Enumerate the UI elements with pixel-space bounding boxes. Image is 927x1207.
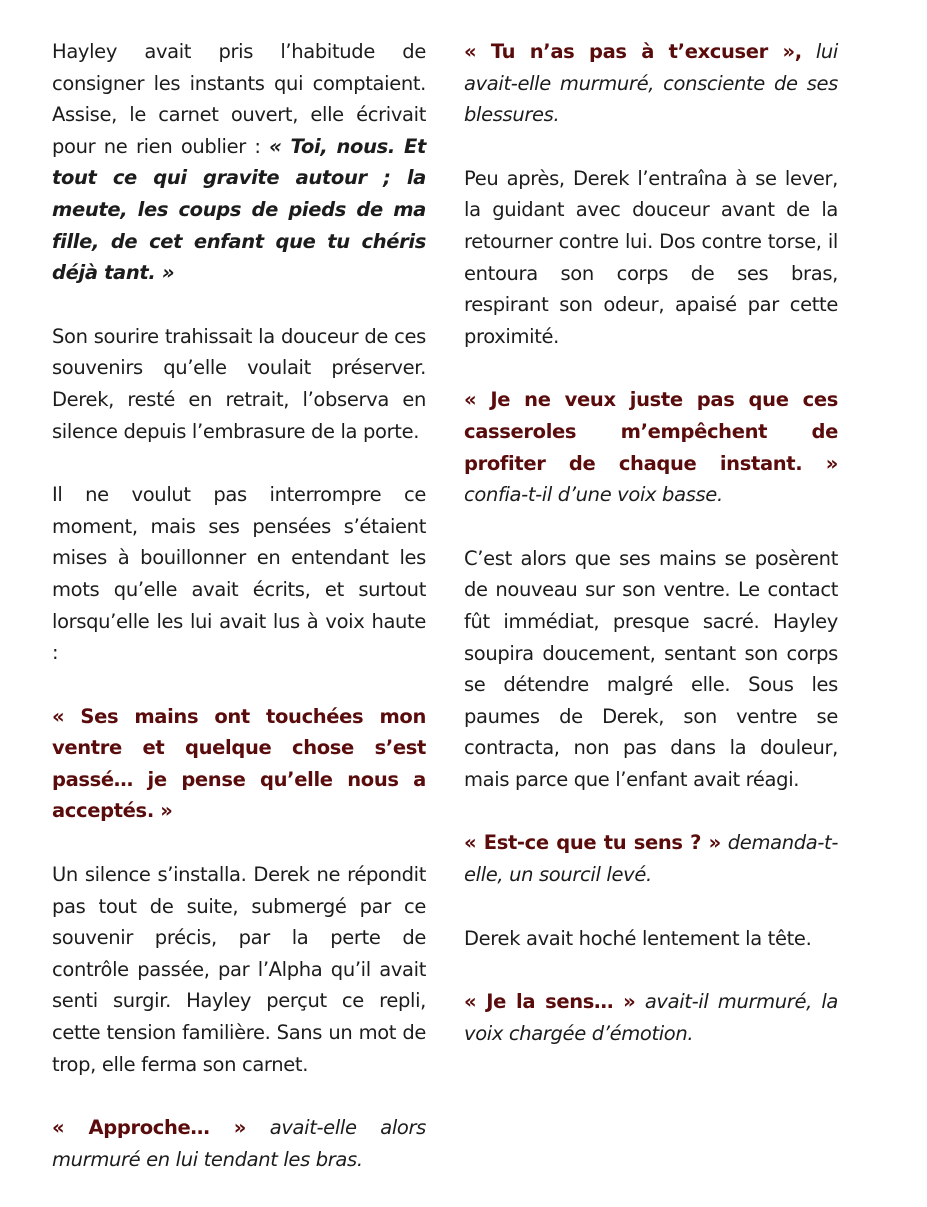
paragraph-embrace: Peu après, Derek l’entraîna à se lever, la guidant avec douceur avant de la retourner contre lui. Dos contre torse, il entoura son corps de ses bras, respirant son odeur, apaisé par cette proximité. (464, 166, 838, 348)
dialogue-tag: avait-elle alors murmuré en lui tendant les bras. (52, 1116, 426, 1171)
left-column (52, 36, 426, 1207)
paragraph-nod: Derek avait hoché lentement la tête. (464, 926, 812, 950)
paragraph-thoughts: Il ne voulut pas interrompre ce moment, mais ses pensées s’étaient mises à bouillonner en entendant les mots qu’elle avait écrits, et surtout lorsqu’elle les lui avait lus à voix haute : (52, 483, 426, 665)
notebook-quote: « Toi, nous. Et tout ce qui gravite autour ; la meute, les coups de pieds de ma fille, de cet enfant que tu chéris déjà tant. » (52, 134, 426, 285)
dialogue-quote: « Ses mains ont touchées mon ventre et quelque chose s’est passé… je pense qu’elle nous a acceptés. » (52, 704, 426, 823)
paragraph-casseroles (464, 384, 838, 510)
paragraph-notebook (52, 36, 426, 289)
dialogue-quote: « Je la sens… » (464, 990, 636, 1014)
dialogue-tag: lui avait-elle murmuré, consciente de ses blessures. (464, 40, 839, 127)
paragraph-silence: Un silence s’installa. Derek ne répondit pas tout de suite, submergé par ce souvenir précis, par la perte de contrôle passée, par l’Alpha qu’il avait senti surgir. Hayley perçut ce repli, cette tension familière. Sans un mot de trop, elle ferma son carnet. (52, 863, 426, 1076)
paragraph-je-la-sens (464, 986, 838, 1049)
dialogue-tag: confia-t-il d’une voix basse. (464, 483, 723, 507)
paragraph-hands-quote (52, 701, 426, 827)
dialogue-quote: « Est-ce que tu sens ? » (464, 831, 721, 855)
dialogue-quote: « Tu n’as pas à t’excuser », (464, 40, 802, 63)
dialogue-tag: demanda-t-elle, un sourcil levé. (464, 831, 838, 887)
dialogue-quote: « Je ne veux juste pas que ces casseroles m’empêchent de profiter de chaque instant. » (464, 388, 838, 475)
paragraph-sens-question (464, 827, 838, 890)
right-column (464, 36, 838, 1081)
paragraph-contact: C’est alors que ses mains se posèrent de nouveau sur son ventre. Le contact fût immédiat, presque sacré. Hayley soupira doucement, sentant son corps se détendre malgré elle. Sous les paumes de Derek, son ventre se contracta, non pas dans la douleur, mais parce que l’enfant avait réagi. (464, 546, 838, 791)
paragraph-text: Hayley avait pris l’habitude de consigner les instants qui comptaient. Assise, le carnet ouvert, elle écrivait pour ne rien oublier : (52, 40, 426, 158)
paragraph-smile: Son sourire trahissait la douceur de ces souvenirs qu’elle voulait préserver. Derek, resté en retrait, l’observa en silence depuis l’embrasure de la porte. (52, 324, 426, 443)
dialogue-tag: avait-il murmuré, la voix chargée d’émotion. (464, 990, 838, 1045)
dialogue-quote: « Approche… » (52, 1116, 247, 1140)
paragraph-approche (52, 1112, 426, 1175)
paragraph-excuser (464, 36, 838, 131)
